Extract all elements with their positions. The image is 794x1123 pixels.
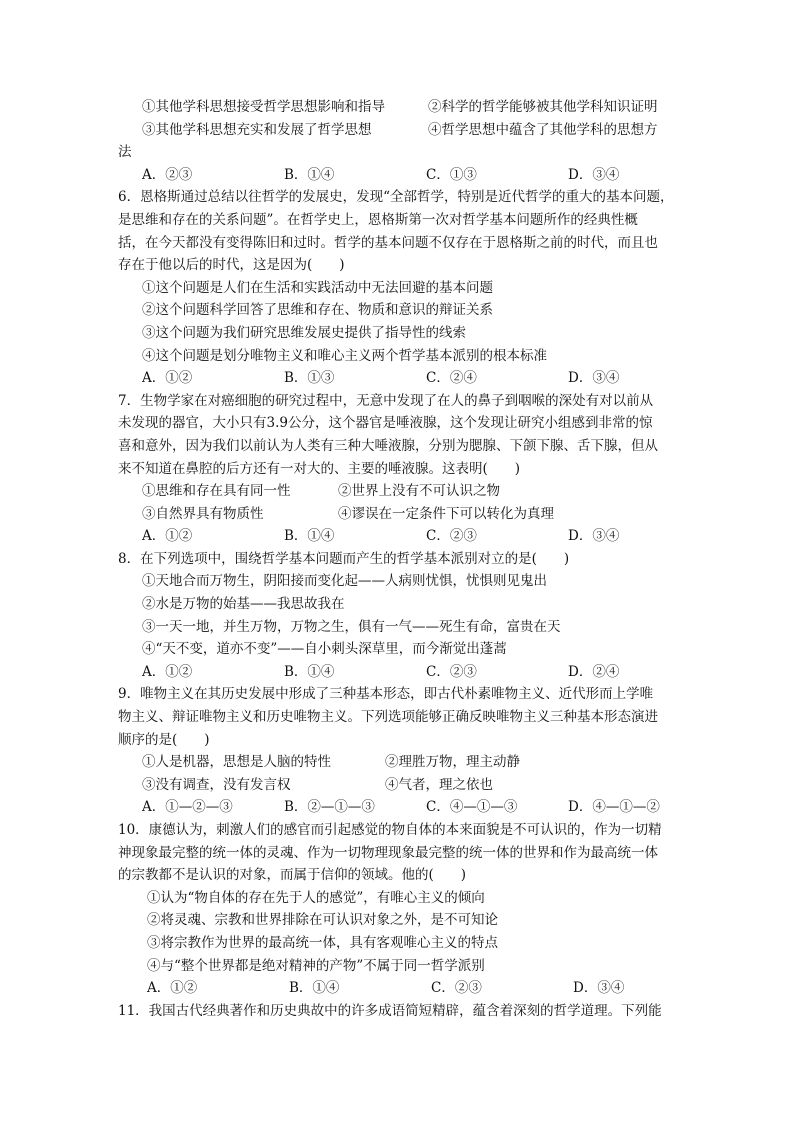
question-text: 括，在今天都没有变得陈旧和过时。哲学的基本问题不仅存在于恩格斯之前的时代，而且也 [118, 234, 658, 251]
question-11 [118, 1000, 678, 1023]
answer-b: B．②—①—③ [284, 799, 375, 816]
answer-b: B．①④ [284, 166, 335, 183]
answer-c: C．②③ [426, 663, 477, 680]
answer-b: B．①④ [284, 528, 335, 545]
option-overflow: 法 [118, 144, 132, 161]
answer-d: D．②④ [568, 663, 620, 680]
option-item: ③其他学科思想充实和发展了哲学思想 [142, 121, 372, 138]
question-text: 9．唯物主义在其历史发展中形成了三种基本形态，即古代朴素唯物主义、近代形而上学唯 [118, 686, 654, 703]
question-8 [118, 548, 678, 684]
option-item: ③自然界具有物质性 [142, 505, 264, 522]
question-text: 是思维和存在的关系问题”。在哲学史上，恩格斯第一次对哲学基本问题所作的经典性概 [118, 211, 638, 228]
answer-c: C．②④ [426, 370, 477, 387]
question-text: 的宗教都不是认识的对象，而属于信仰的领域。他的( ) [118, 867, 467, 884]
option-item: ③这个问题为我们研究思维发展史提供了指导性的线索 [142, 324, 466, 341]
question-text: 6．恩格斯通过总结以往哲学的发展史，发现“全部哲学，特别是近代哲学的重大的基本问题， [118, 189, 674, 206]
option-item: ②将灵魂、宗教和世界排除在可认识对象之外，是不可知论 [147, 912, 498, 929]
answer-c: C．①③ [426, 166, 477, 183]
answer-b: B．①④ [284, 663, 335, 680]
option-item: ①人是机器，思想是人脑的特性 [142, 754, 331, 771]
option-item: ③将宗教作为世界的最高统一体，具有客观唯心主义的特点 [147, 934, 498, 951]
answer-d: D．③④ [573, 980, 625, 997]
answer-choices [118, 525, 678, 548]
question-text: 未发现的器官，大小只有3.9公分，这个器官是唾液腺，这个发现让研究小组感到非常的惊 [118, 415, 653, 432]
answer-a: A．①② [142, 528, 193, 545]
answer-choices [118, 164, 678, 187]
answer-choices [118, 977, 678, 1000]
question-text: 物主义、辩证唯物主义和历史唯物主义。下列选项能够正确反映唯物主义三种基本形态演进 [118, 709, 658, 726]
option-row [118, 774, 678, 797]
option-item: ①这个问题是人们在生活和实践活动中无法回避的基本问题 [142, 279, 493, 296]
option-row [118, 751, 678, 774]
answer-a: A．①② [142, 663, 193, 680]
option-item: ②理胜万物，理主动静 [385, 754, 520, 771]
answer-choices [118, 796, 678, 819]
question-text: 神现象最完整的统一体的灵魂、作为一切物理现象最完整的统一体的世界和作为最高统一体 [118, 844, 658, 861]
question-text: 10．康德认为，刺激人们的感官而引起感觉的物自体的本来面貌是不可认识的，作为一切精 [118, 822, 662, 838]
option-item: ①天地合而万物生，阴阳接而变化起——人病则忧惧，忧惧则见鬼出 [142, 573, 547, 590]
question-7 [118, 390, 678, 548]
question-list [118, 96, 678, 1022]
question-text: 来不知道在鼻腔的后方还有一对大的、主要的唾液腺。这表明( ) [118, 460, 521, 477]
answer-d: D．③④ [568, 370, 620, 387]
option-item: ④与“整个世界都是绝对精神的产物”不属于同一哲学派别 [147, 957, 485, 974]
question-text: 存在于他以后的时代，这是因为( ) [118, 257, 345, 274]
option-row [118, 119, 678, 142]
option-item: ②科学的哲学能够被其他学科知识证明 [428, 99, 658, 115]
option-item: ④气者，理之依也 [385, 776, 493, 793]
answer-c: C．②③ [426, 528, 477, 545]
answer-choices [118, 661, 678, 684]
answer-d: D．③④ [568, 528, 620, 545]
answer-b: B．①③ [284, 370, 335, 387]
question-text: 喜和意外，因为我们以前认为人类有三种大唾液腺，分别为腮腺、下颌下腺、舌下腺，但从 [118, 437, 658, 454]
answer-choices [118, 367, 678, 390]
question-6 [118, 186, 678, 389]
option-item: ④“天不变，道亦不变”——自小刺头深草里，而今渐觉出蓬蒿 [142, 641, 507, 658]
question-10 [118, 819, 678, 1000]
question-5-tail [118, 96, 678, 186]
answer-d: D．④—①—② [568, 799, 660, 816]
answer-c: C．④—①—③ [426, 799, 518, 816]
question-text: 8．在下列选项中，围绕哲学基本问题而产生的哲学基本派别对立的是( ) [118, 550, 570, 567]
option-item: ③没有调查，没有发言权 [142, 776, 291, 793]
option-item: ②水是万物的始基——我思故我在 [142, 596, 345, 613]
answer-a: A．②③ [142, 166, 193, 183]
option-item: ④谬误在一定条件下可以转化为真理 [338, 505, 554, 522]
answer-a: A．①② [142, 370, 193, 387]
option-row [118, 96, 678, 119]
option-item: ②世界上没有不可认识之物 [338, 483, 500, 500]
question-text: 11．我国古代经典著作和历史典故中的许多成语简短精辟，蕴含着深刻的哲学道理。下列能 [118, 1002, 662, 1019]
question-text: 顺序的是( ) [118, 731, 210, 748]
answer-d: D．③④ [568, 166, 620, 183]
option-item: ①认为“物自体的存在先于人的感觉”，有唯心主义的倾向 [147, 889, 485, 906]
question-text: 7．生物学家在对癌细胞的研究过程中，无意中发现了在人的鼻子到咽喉的深处有对以前从 [118, 392, 654, 409]
option-item: ④这个问题是划分唯物主义和唯心主义两个哲学基本派别的根本标准 [142, 347, 547, 364]
question-9 [118, 683, 678, 819]
option-item: ①思维和存在具有同一性 [142, 483, 291, 500]
option-item: ①其他学科思想接受哲学思想影响和指导 [142, 99, 385, 115]
answer-c: C．②③ [431, 980, 482, 997]
answer-a: A．①② [147, 980, 198, 997]
answer-b: B．①④ [289, 980, 340, 997]
option-item: ③一天一地，并生万物，万物之生，俱有一气——死生有命，富贵在天 [142, 618, 561, 635]
option-item: ④哲学思想中蕴含了其他学科的思想方 [428, 121, 658, 138]
option-row [118, 480, 678, 503]
option-row [118, 503, 678, 526]
answer-a: A．①—②—③ [142, 799, 233, 816]
option-item: ②这个问题科学回答了思维和存在、物质和意识的辩证关系 [142, 302, 493, 319]
